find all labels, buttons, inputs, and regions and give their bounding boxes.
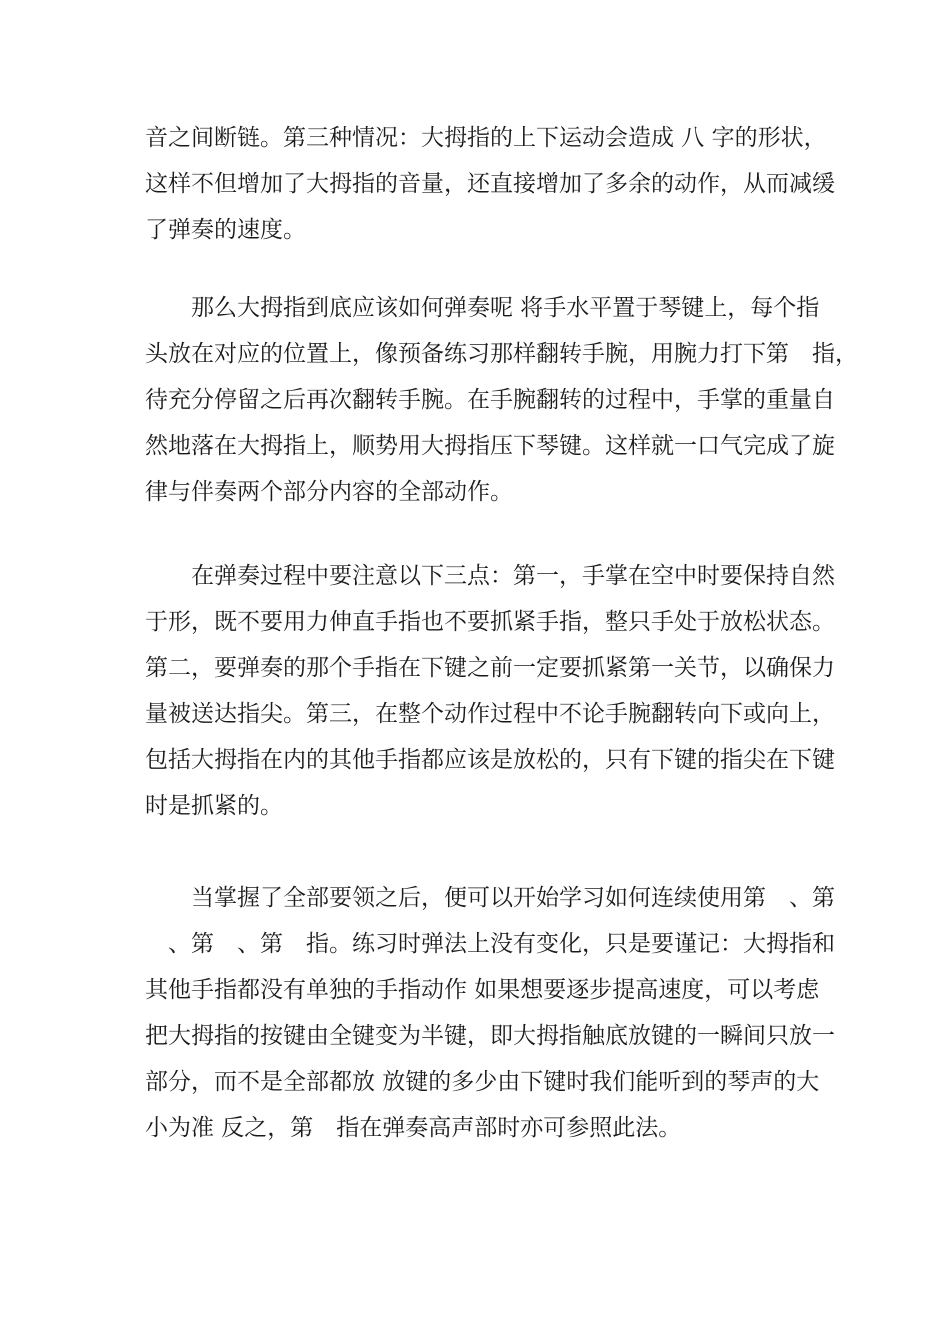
text-line: 其他手指都没有单独的手指动作 如果想要逐步提高速度，可以考虑 — [145, 977, 820, 1003]
paragraph-continuation — [145, 115, 835, 253]
paragraph-after-mastery — [145, 875, 835, 1151]
text-line: 律与伴奏两个部分内容的全部动作。 — [145, 479, 513, 505]
text-line: 把大拇指的按键由全键变为半键，即大拇指触底放键的一瞬间只放一 — [145, 1023, 835, 1049]
text-line: 了弹奏的速度。 — [145, 217, 306, 243]
text-line: 小为准 反之，第 指在弹奏高声部时亦可参照此法。 — [145, 1115, 682, 1141]
text-line: 量被送达指尖。第三，在整个动作过程中不论手腕翻转向下或向上， — [145, 701, 835, 727]
text-line: 头放在对应的位置上，像预备练习那样翻转手腕，用腕力打下第 指， — [145, 341, 858, 367]
text-line: 时是抓紧的。 — [145, 793, 283, 819]
text-line: 于形，既不要用力伸直手指也不要抓紧手指，整只手处于放松状态。 — [145, 609, 835, 635]
text-line: 音之间断链。第三种情况：大拇指的上下运动会造成 八 字的形状， — [145, 125, 827, 151]
text-line: 包括大拇指在内的其他手指都应该是放松的，只有下键的指尖在下键 — [145, 747, 835, 773]
text-line: 那么大拇指到底应该如何弹奏呢 将手水平置于琴键上，每个指 — [191, 295, 820, 321]
text-line: 待充分停留之后再次翻转手腕。在手腕翻转的过程中，手掌的重量自 — [145, 387, 835, 413]
text-line: 这样不但增加了大拇指的音量，还直接增加了多余的动作，从而减缓 — [145, 171, 835, 197]
paragraph-how-to-play — [145, 285, 858, 515]
text-line: 然地落在大拇指上，顺势用大拇指压下琴键。这样就一口气完成了旋 — [145, 433, 835, 459]
paragraph-three-points — [145, 553, 835, 829]
text-line: 、第 、第 指。练习时弹法上没有变化，只是要谨记：大拇指和 — [145, 931, 835, 957]
text-line: 部分，而不是全部都放 放键的多少由下键时我们能听到的琴声的大 — [145, 1069, 820, 1095]
text-line: 当掌握了全部要领之后，便可以开始学习如何连续使用第 、第 — [191, 885, 835, 911]
text-line: 第二，要弹奏的那个手指在下键之前一定要抓紧第一关节，以确保力 — [145, 655, 835, 681]
text-line: 在弹奏过程中要注意以下三点：第一，手掌在空中时要保持自然 — [191, 563, 835, 589]
